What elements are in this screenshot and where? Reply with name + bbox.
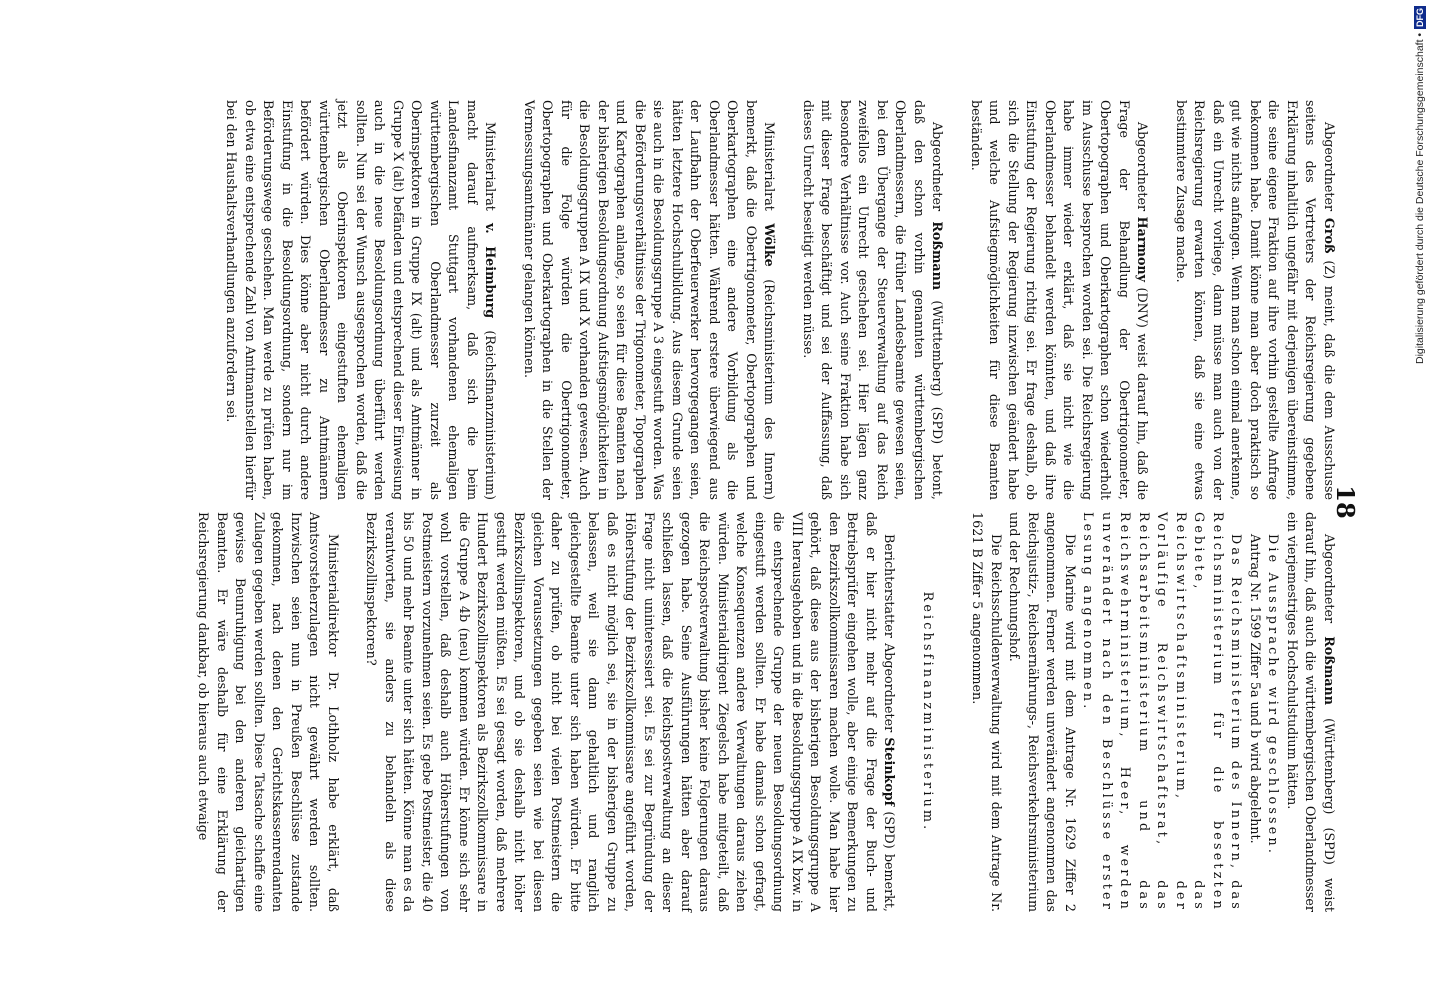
- speaker-name: Roßmann: [1322, 636, 1337, 705]
- speaker-title: Ministerialrat: [762, 122, 778, 211]
- speaker-title: Abgeordneter: [1322, 122, 1337, 212]
- speaker-name: Harmony: [1135, 216, 1151, 283]
- paragraph-marine: Die Marine wird mit dem Antrage Nr. 1629 Ziffer 2 angenommen. Ferner werden unverändert angenommen das Reichsjustiz-, Reichsernährungs-, Reichsverkehrsministerium und der Rechnungshof.: [1007, 512, 1078, 912]
- right-column: [194, 512, 1338, 912]
- speaker-title: Berichterstatter Abgeordneter: [882, 534, 898, 733]
- paragraph-text: (Württemberg) (SPD) betont, daß den schon vorhin genannten württembergischen Oberlandmessern, die früher Landesbeamte gewesen seien, bei dem Übergange der Steuerverwaltung auf das Reich zweifellos ein Unrecht geschehen sei. Hier lägen ganz besondere Verhältnisse vor. Auch seine Fraktion habe sich mit dieser Frage beschäftigt und sei der Auffassung, daß dieses Unrecht beseitigt werden müsse.: [801, 100, 946, 500]
- paragraph-text: (Württemberg) (SPD) weist darauf hin, daß auch die württembergischen Oberlandmesser ein vierjemestriges Hochschulstudium hätten.: [1285, 512, 1337, 912]
- speaker-name: Steinkopf: [882, 737, 898, 807]
- paragraph-text: (Z) meint, daß die dem Ausschusse seitens des Vertreters der Reichsregierung gegebene Erklärung inhaltlich ungefähr mit derjenigen übereinstimme, die seine eigene Fraktion auf ihre vorhin gestellte Anfrage bekommen habe. Damit könne man aber doch praktisch so gut wie nichts anfangen. Wenn man schon einmal anerkenne, daß ein Unrecht vorliege, dann müsse man auch von der Reichsregierung erwarten können, daß sie eine etwas bestimmtere Zusage mache.: [1174, 100, 1337, 500]
- paragraph-gross: [1172, 100, 1339, 500]
- speaker-title: Abgeordneter: [1322, 534, 1337, 624]
- left-column: [222, 100, 1338, 500]
- paragraph-lothholz: Ministerialdirektor Dr. Lothholz habe erklärt, daß Amtsvorsteherzulagen nicht gewährt werden sollten. Inzwischen seien nun in Preußen Beschlüsse zustande gekommen, nach denen den Gerichtskassenrendanten Zulagen gegeben werden sollten. Diese Tatsache schaffe eine gewisse Beunruhigung bei den anderen gleichartigen Beamten. Er wäre deshalb für eine Erklärung der Reichsregierung dankbar, ob hieraus auch etwaige: [196, 512, 341, 912]
- digitization-note: Digitalisierung gefördert durch die Deutsche Forschungsgemeinschaft •: [1414, 33, 1426, 365]
- paragraph-text: (DNV) weist darauf hin, daß die Frage der Behandlung der Obertrigonometer, Obertopographen und Oberkartographen schon wiederholt im Ausschusse besprochen worden sei. Die Reichsregierung habe immer wieder erklärt, daß sie nicht wie die Oberlandmesser behandelt werden könnten, und daß ihre Einstufung der Regierung richtig sei. Er frage deshalb, ob sich die Stellung der Regierung inzwischen geändert habe und welche Aufstiegmöglichkeiten für diese Beamten beständen.: [969, 100, 1151, 500]
- speaker-title: Abgeordneter: [930, 122, 946, 212]
- paragraph-rossmann: [799, 100, 947, 500]
- speaker-name: v. Heimburg: [483, 223, 499, 319]
- speaker-name: Wölke: [762, 223, 778, 267]
- speaker-title: Abgeordneter: [1135, 122, 1151, 212]
- digitization-notice-text-wrap: [1408, 6, 1432, 396]
- paragraph-aussprache: Die Aussprache wird geschlossen.: [1266, 534, 1282, 857]
- paragraph-antrag: Antrag Nr. 1599 Ziffer 5a und b wird abgelehnt.: [1248, 534, 1263, 844]
- paragraph-heimburg: [222, 100, 500, 500]
- paragraph-steinkopf: [362, 512, 899, 912]
- section-heading: Reichsfinanzministerium.: [921, 591, 936, 833]
- digitization-notice: [1408, 6, 1432, 396]
- paragraph-reichsministerien: Das Reichsministerium des Innern, das Reichsministerium für die besetzten Gebiete, das Reichswirtschaftsministerium, der Vorläufige Reichswirtschaftsrat, das Reichsarbeitsministerium und das Reichswehrministerium, Heer, werden unverändert nach den Beschlüsse erster Lesung angenommen.: [1081, 512, 1245, 912]
- page-number: 18: [1331, 485, 1360, 519]
- speaker-name: Roßmann: [930, 221, 946, 291]
- paragraph-woelke: [520, 100, 779, 500]
- dfg-logo: DFG: [1415, 8, 1425, 27]
- speaker-title: Ministerialrat: [483, 122, 499, 211]
- paragraph-reichsschuld: Die Reichsschuldenverwaltung wird mit dem Antrage Nr. 1621 B Ziffer 5 angenommen.: [970, 512, 1004, 912]
- speaker-name: Groß: [1322, 217, 1337, 254]
- paragraph-rossmann-2: [1283, 512, 1339, 912]
- paragraph-text: (SPD) bemerkt, daß er hier nicht mehr auf die Frage der Buch- und Betriebsprüfer eingehen wolle, aber einige Bemerkungen zu den Bezirkszollkommissaren machen wolle. Man habe hier gehört, daß diese aus der bisherigen Besoldungsgruppe A VIII herausgehoben und in die Besoldungsgruppe A IX bzw. in die entsprechende Gruppe der neuen Besoldungsordnung eingestuft werden sollten. Er habe damals schon gefragt, welche Konsequenzen andere Verwaltungen daraus ziehen würden. Ministerialdirigent Ziegelsch habe mitgeteilt, daß die Reichspostverwaltung bisher keine Folgerungen daraus gezogen habe. Seine Ausführungen hätten aber darauf schließen lassen, daß die Reichspostverwaltung an dieser Frage nicht uninteressiert sei. Es sei zur Begründung der Höherstufung der Bezirkszollkommissare angeführt worden, daß es nicht möglich sei, sie in der bisherigen Gruppe zu belassen, weil sie dann gehaltlich und ranglich gleichgestellte Beamte unter sich haben würden. Er bitte daher zu prüfen, ob nicht bei vielen Postmeistern die gleichen Voraussetzungen gegeben seien wie bei diesen Bezirkszollinspektoren, und ob sie deshalb nicht höher gestuft werden müßten. Es sei gesagt worden, daß mehrere Hundert Bezirkszollinspektoren als Bezirkszollkommissare in die Gruppe A 4b (neu) kommen würden. Er könne sich sehr wohl vorstellen, daß deshalb auch Höherstufungen von Postmeistern vorzunehmen seien. Es gebe Postmeister, die 40 bis 50 und mehr Beamte unter sich hätten. Könne man es da verantworten, sie anders zu behandeln als diese Bezirkszollinspektoren?: [364, 512, 898, 912]
- paragraph-text: (Reichsfinanzministerium) macht darauf aufmerksam, daß sich die beim Landesfinanzamt Stuttgart vorhandenen ehemaligen württembergischen Oberlandmesser zurzeit als Oberinspektoren in Gruppe IX (alt) und als Amtmänner in Gruppe X (alt) befänden und entsprechend dieser Einweisung auch in die neue Besoldungsordnung überführt werden sollten. Nun sei der Wunsch ausgesprochen worden, daß die jetzt als Oberinspektoren eingestuften ehemaligen württembergischen Oberlandmesser zu Amtmännern befördert würden. Dies könne aber nicht durch andere Einstufung in die Besoldungsordnung, sondern nur im Beförderungswege geschehen. Man werde zu prüfen haben, ob etwa eine entsprechende Zahl von Amtmannstellen hierfür bei den Haushaltsverhandlungen anzufordern sei.: [224, 100, 499, 500]
- paragraph-harmony: [967, 100, 1152, 500]
- paragraph-text: (Reichsministerium des Innern) bemerkt, daß die Obertrigonometer, Obertopographen und Oberkartographen eine andere Vorbildung als die Oberlandmesser hätten. Während erstere überwiegend aus der Laufbahn der Oberfeuerwerker hervorgegangen seien, hätten letztere Hochschulbildung. Aus diesem Grunde seien sie auch in die Besoldungsgruppe A 3 eingestuft worden. Was die Beförderungsverhältnisse der Trigonometer, Topographen und Kartographen anlange, so seien für diese Beamten nach der bisherigen Besoldungsordnung Aufstiegsmöglichkeiten in die Besoldungsgruppen A IX und X vorhanden gewesen. Auch für die Folge würden die Obertrigonometer, Obertopographen und Oberkartographen in die Stellen der Vermessungsamtmänner gelangen können.: [522, 100, 778, 500]
